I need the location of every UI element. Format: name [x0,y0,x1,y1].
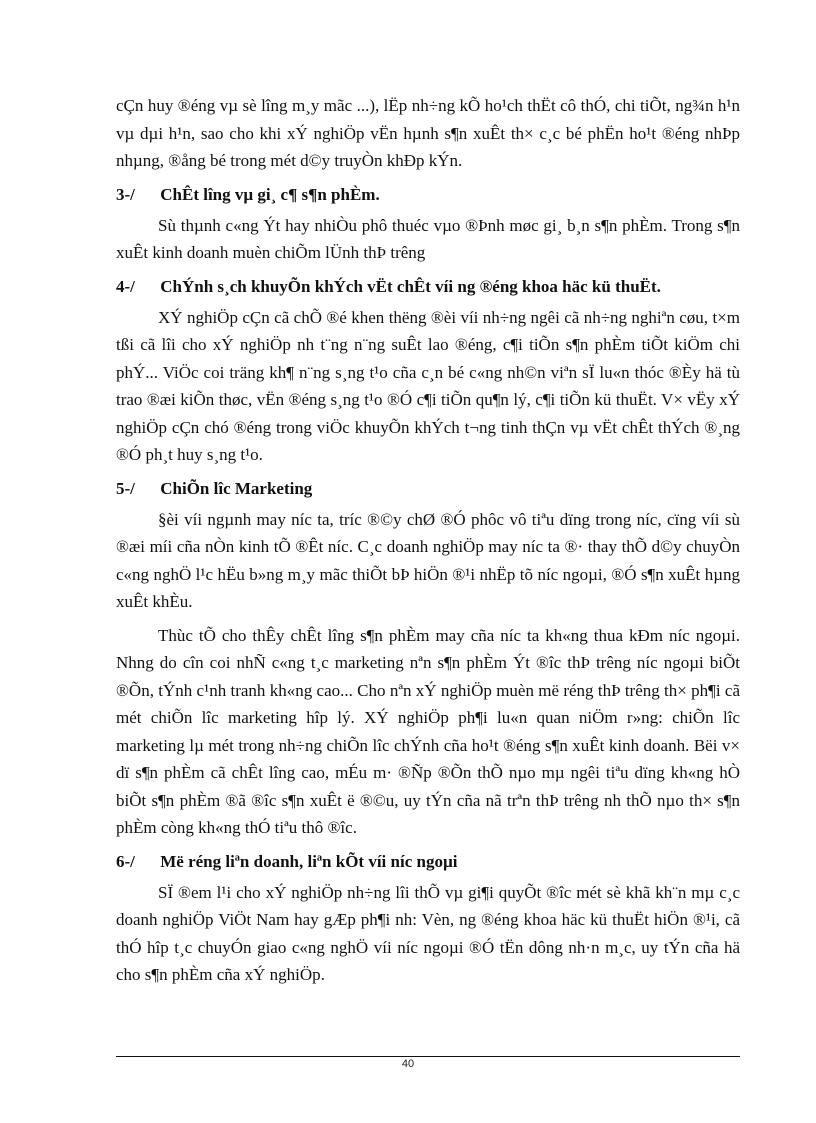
section-3-paragraph: Sù thµnh c«ng Ýt hay nhiÒu phô thuéc vµo ®Þnh møc gi¸ b¸n s¶n phÈm. Trong s¶n xuÊt kinh doanh muèn chiÕm lÜnh thÞ trêng [116,215,740,262]
section-heading-5 [116,475,740,502]
section-5-paragraph-2: Thùc tÕ cho thÊy chÊt lîng s¶n phÈm may cña níc ta kh«ng thua kÐm níc ngoµi. Nhng do cîn coi nhÑ c«ng t¸c marketing nªn s¶n phÈm Ýt ®îc thÞ trêng níc ngoµi biÕt ®Õn, tÝnh c¹nh tranh kh«ng cao... Cho nªn xÝ nghiÖp muèn më réng thÞ trêng th× ph¶i cã mét chiÕn lîc marketing hîp lý. XÝ nghiÖp ph¶i lu«n quan niÖm r»ng: chiÕn lîc marketing lµ mét trong nh÷ng chiÕn lîc chÝnh cña ho¹t ®éng s¶n xuÊt kinh doanh. Bëi v× dï s¶n phÈm cã chÊt lîng cao, mÉu m· ®Ñp ®Õn thÕ nµo mµ ngêi tiªu dïng kh«ng hÒ biÕt s¶n phÈm ®ã ®îc s¶n xuÊt ë ®©u, uy tÝn cña nã trªn thÞ trêng nh thÕ nµo th× s¶n phÈm còng kh«ng thÓ tiªu thô ®îc. [116,625,740,837]
section-title: ChÝnh s¸ch khuyÕn khÝch vËt chÊt víi ng ®éng khoa häc kü thuËt. [160,276,661,296]
section-title: ChiÕn lîc Marketing [160,478,313,498]
section-5-paragraph-1: §èi víi ngµnh may níc ta, tríc ®©y chØ ®Ó phôc vô tiªu dïng trong níc, cïng víi sù ®æi míi cña nÒn kinh tÕ ®Êt níc. C¸c doanh nghiÖp may níc ta ®· thay thÕ d©y chuyÒn c«ng nghÖ l¹c hËu b»ng m¸y mãc thiÕt bÞ hiÖn ®¹i nhËp tõ níc ngoµi, ®Ó s¶n xuÊt hµng xuÊt khÈu. [116,509,740,611]
page-body [116,92,740,989]
section-number: 4-/ [116,276,135,296]
section-title: Më réng liªn doanh, liªn kÕt víi níc ngoµi [160,851,458,871]
section-number: 3-/ [116,184,135,204]
section-6-paragraph: SÏ ®em l¹i cho xÝ nghiÖp nh÷ng lîi thÕ vµ gi¶i quyÕt ®îc mét sè khã kh¨n mµ c¸c doanh nghiÖp ViÖt Nam hay gÆp ph¶i nh: Vèn, ng ®éng khoa häc kü thuËt hiÖn ®¹i, cã thÓ hîp t¸c chuyÓn giao c«ng nghÖ víi níc ngoµi ®Ó tËn dông nh·n m¸c, uy tÝn cña hä cho s¶n phÈm cña xÝ nghiÖp. [116,882,740,984]
section-heading-3 [116,181,740,208]
footer-rule [116,1056,740,1057]
section-number: 5-/ [116,478,135,498]
page-number: 40 [401,1058,415,1070]
section-heading-6 [116,848,740,875]
section-number: 6-/ [116,851,135,871]
section-4-paragraph: XÝ nghiÖp cÇn cã chÕ ®é khen thëng ®èi víi nh÷ng ngêi cã nh÷ng nghiªn cøu, t×m tßi cã lîi cho xÝ nghiÖp nh t¨ng n¨ng suÊt lao ®éng, c¶i tiÕn s¶n phÈm tiÕt kiÖm chi phÝ... ViÖc coi träng kh¶ n¨ng s¸ng t¹o cña c¸n bé c«ng nh©n viªn sÏ lu«n thóc ®Èy hä tù trao ®æi kiÕn thøc, vËn ®éng s¸ng t¹o ®Ó c¶i tiÕn qu¶n lý, c¶i tiÕn kü thuËt. V× vËy xÝ nghiÖp cÇn chó ®éng trong viÖc khuyÕn khÝch t¬ng tinh thÇn vµ vËt chÊt thÝch ®¸ng ®Ó ph¸t huy s¸ng t¹o. [116,307,740,464]
intro-paragraph: cÇn huy ®éng vµ sè lîng m¸y mãc ...), lËp nh÷ng kÕ ho¹ch thËt cô thÓ, chi tiÕt, ng¾n h¹n vµ dµi h¹n, sao cho khi xÝ nghiÖp vËn hµnh s¶n xuÊt th× c¸c bé phËn ho¹t ®éng nhÞp nhµng, ®ång bé trong mét d©y truyÒn khÐp kÝn. [116,96,740,170]
section-heading-4 [116,273,740,300]
section-title: ChÊt lîng vµ gi¸ c¶ s¶n phÈm. [160,184,380,204]
